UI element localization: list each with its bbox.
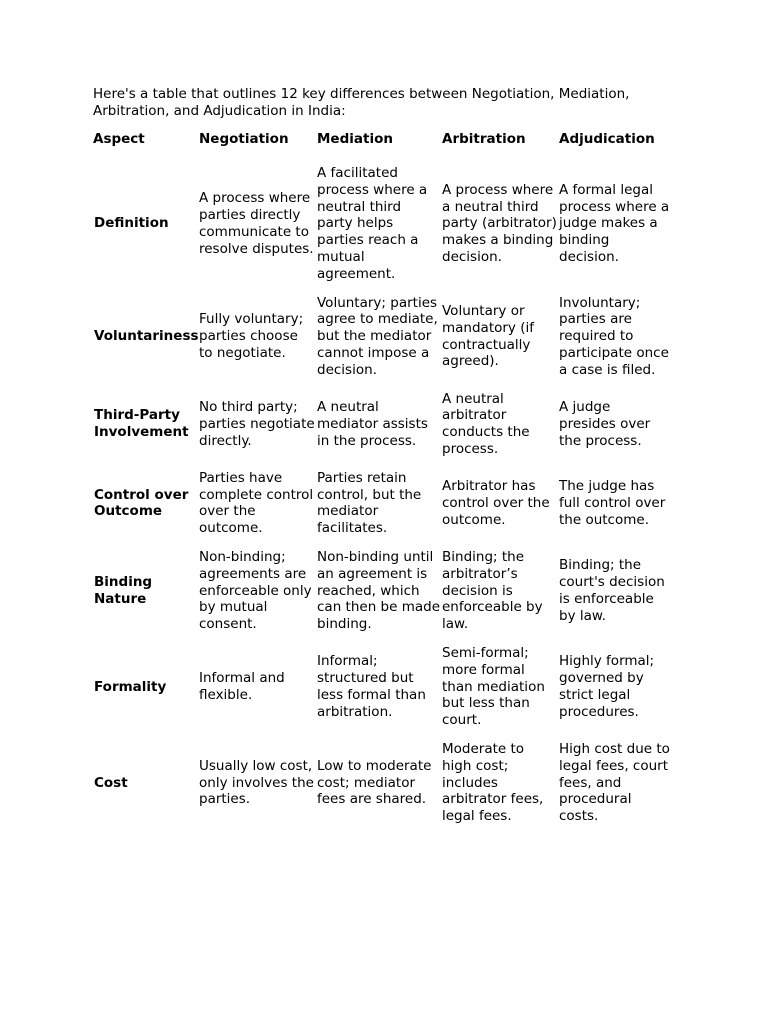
table-row — [93, 741, 673, 837]
cell-arbitration: A process where a neutral third party (arbitrator) makes a binding decision. — [442, 181, 557, 265]
table-row — [93, 165, 673, 295]
row-aspect: Control over Outcome — [94, 486, 189, 520]
row-aspect: Definition — [94, 215, 169, 232]
row-aspect: Formality — [94, 678, 167, 695]
cell-adjudication: Involuntary; parties are required to participate once a case is filed. — [559, 294, 669, 378]
cell-arbitration: Semi-formal; more formal than mediation but less than court. — [442, 644, 545, 729]
cell-arbitration: Moderate to high cost; includes arbitrator fees, legal fees. — [442, 740, 544, 825]
cell-mediation: Voluntary; parties agree to mediate, but the mediator cannot impose a decision. — [317, 294, 438, 378]
cell-mediation: A facilitated process where a neutral third party helps parties reach a mutual agreement. — [317, 165, 428, 282]
table-header-row — [93, 129, 673, 165]
cell-adjudication: A formal legal process where a judge makes a binding decision. — [559, 181, 670, 265]
document-page — [93, 86, 683, 837]
cell-negotiation: Usually low cost, only involves the parties. — [199, 757, 314, 808]
table-row — [93, 391, 673, 470]
cell-adjudication: The judge has full control over the outcome. — [559, 478, 666, 528]
cell-arbitration: A neutral arbitrator conducts the process. — [442, 390, 530, 457]
row-aspect: Voluntariness — [94, 328, 199, 345]
cell-mediation: A neutral mediator assists in the process. — [317, 398, 428, 449]
row-aspect: Third-Party Involvement — [94, 407, 189, 441]
cell-negotiation: Parties have complete control over the outcome. — [199, 469, 314, 537]
intro-paragraph: Here's a table that outlines 12 key differences between Negotiation, Mediation, Arbitration, and Adjudication in India: — [93, 86, 630, 119]
row-aspect: Binding Nature — [94, 574, 153, 607]
cell-negotiation: Informal and flexible. — [199, 670, 285, 703]
cell-adjudication: Binding; the court's decision is enforceable by law. — [559, 557, 665, 624]
cell-arbitration: Voluntary or mandatory (if contractually agreed). — [442, 302, 534, 370]
cell-mediation: Non-binding until an agreement is reached, which can then be made binding. — [317, 548, 441, 633]
cell-mediation: Parties retain control, but the mediator facilitates. — [317, 469, 422, 537]
cell-negotiation: Fully voluntary; parties choose to negotiate. — [199, 311, 304, 361]
header-negotiation: Negotiation — [199, 131, 289, 147]
cell-arbitration: Arbitrator has control over the outcome. — [442, 478, 550, 528]
cell-negotiation: Non-binding; agreements are enforceable only by mutual consent. — [199, 548, 312, 633]
table-row — [93, 295, 673, 391]
cell-negotiation: A process where parties directly communicate to resolve disputes. — [199, 190, 314, 257]
cell-adjudication: High cost due to legal fees, court fees, and procedural costs. — [559, 740, 670, 825]
cell-negotiation: No third party; parties negotiate directly. — [199, 398, 315, 449]
table-row — [93, 645, 673, 741]
cell-arbitration: Binding; the arbitrator’s decision is enforceable by law. — [442, 548, 543, 633]
table-row — [93, 549, 673, 645]
cell-adjudication: A judge presides over the process. — [559, 398, 651, 449]
header-arbitration: Arbitration — [442, 131, 526, 147]
comparison-table — [93, 129, 673, 837]
row-aspect: Cost — [94, 774, 128, 791]
cell-mediation: Low to moderate cost; mediator fees are shared. — [317, 757, 432, 808]
cell-adjudication: Highly formal; governed by strict legal procedures. — [559, 653, 655, 720]
table-row — [93, 470, 673, 549]
cell-mediation: Informal; structured but less formal than arbitration. — [317, 653, 426, 720]
header-adjudication: Adjudication — [559, 131, 655, 147]
header-mediation: Mediation — [317, 131, 393, 147]
header-aspect: Aspect — [93, 131, 145, 147]
